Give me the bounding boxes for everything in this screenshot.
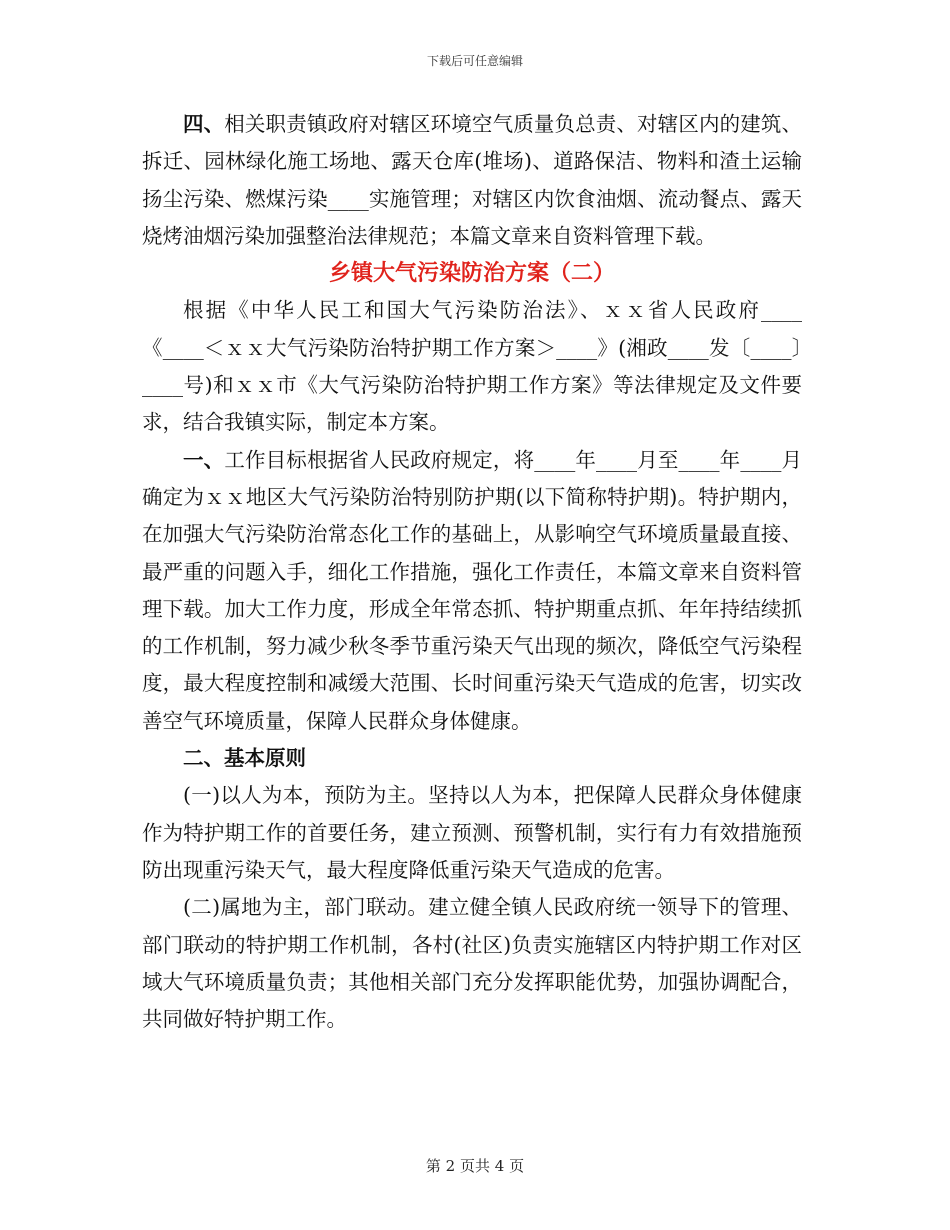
section-4-heading: 四、	[183, 112, 225, 136]
document-title: 乡镇大气污染防治方案（二）	[328, 260, 615, 287]
paragraph-section-4	[142, 106, 802, 255]
goal-heading: 一、	[183, 447, 225, 472]
document-body	[142, 106, 802, 1038]
paragraph-principle-2: (二)属地为主，部门联动。建立健全镇人民政府统一领导下的管理、部门联动的特护期工作机制，各村(社区)负责实施辖区内特护期工作对区域大气环境质量负责；其他相关部门充分发挥职能优势，加强协调配合，共同做好特护期工作。	[142, 895, 802, 1032]
paragraph-intro: 根据《中华人民工和国大气污染防治法》、ｘｘ省人民政府____《____＜ｘｘ大气污染防治特护期工作方案＞____》(湘政____发〔____〕____号)和ｘｘ市《大气污染防治特护期工作方案》等法律规定及文件要求，结合我镇实际，制定本方案。	[142, 298, 802, 435]
section-4-text: 相关职责镇政府对辖区环境空气质量负总责、对辖区内的建筑、拆迁、园林绿化施工场地、露天仓库(堆场)、道路保洁、物料和渣土运输扬尘污染、燃煤污染____实施管理；对辖区内饮食油烟、流动餐点、露天烧烤油烟污染加强整治法律规范；本篇文章来自资料管理下载。	[142, 112, 803, 248]
goal-text: 工作目标根据省人民政府规定，将____年____月至____年____月确定为ｘｘ地区大气污染防治特别防护期(以下简称特护期)。特护期内，在加强大气污染防治常态化工作的基础上，从影响空气环境质量最直接、最严重的问题入手，细化工作措施，强化工作责任，本篇文章来自资料管理下载。加大工作力度，形成全年常态抓、特护期重点抓、年年持结续抓的工作机制，努力减少秋冬季节重污染天气出现的频次，降低空气污染程度，最大程度控制和减缓大范围、长时间重污染天气造成的危害，切实改善空气环境质量，保障人民群众身体健康。	[142, 447, 803, 733]
page-footer: 第 2 页共 4 页	[425, 1157, 525, 1175]
paragraph-goal	[142, 442, 802, 740]
page-header: 下载后可任意编辑	[426, 54, 523, 68]
paragraph-principle-1: (一)以人为本，预防为主。坚持以人为本，把保障人民群众身体健康作为特护期工作的首要任务，建立预测、预警机制，实行有力有效措施预防出现重污染天气，最大程度降低重污染天气造成的危害。	[142, 783, 802, 882]
principles-heading: 二、基本原则	[183, 746, 306, 771]
